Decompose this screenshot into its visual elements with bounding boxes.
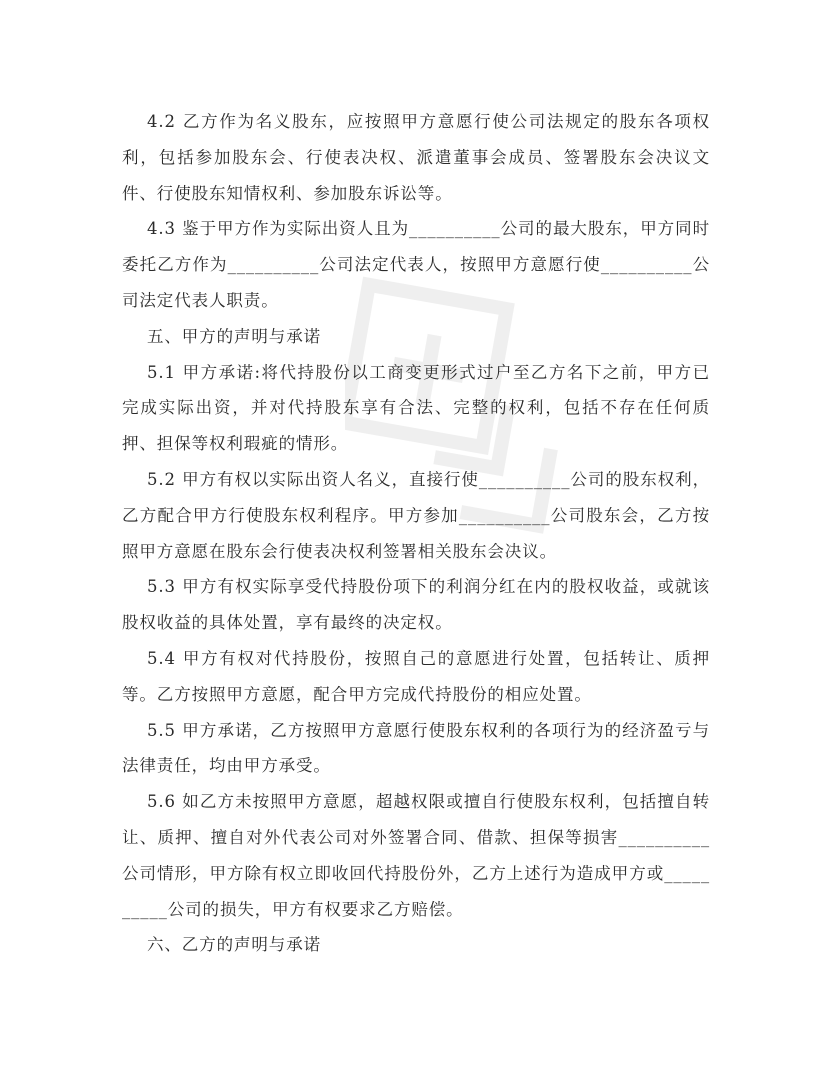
clause-4-2: 4.2 乙方作为名义股东，应按照甲方意愿行使公司法规定的股东各项权利，包括参加股东会、行使表决权、派遣董事会成员、签署股东会决议文件、行使股东知情权利、参加股东诉讼等。 [122,112,710,203]
clause-5-1: 5.1 甲方承诺:将代持股份以工商变更形式过户至乙方名下之前，甲方已完成实际出资，并对代持股东享有合法、完整的权利，包括不存在任何质押、担保等权利瑕疵的情形。 [122,362,710,454]
clause-5-2: 5.2 甲方有权以实际出资人名义，直接行使__________公司的股东权利，乙方配合甲方行使股东权利程序。甲方参加__________公司股东会，乙方按照甲方意愿在股东会行使表决权利签署相关股东会决议。 [122,469,710,561]
section-heading-6: 六、乙方的声明与承诺 [147,935,321,955]
clause-4-3: 4.3 鉴于甲方作为实际出资人且为__________公司的最大股东，甲方同时委托乙方作为__________公司法定代表人，按照甲方意愿行使__________公司法定代表人职责。 [122,219,710,310]
clause-5-5: 5.5 甲方承诺，乙方按照甲方意愿行使股东权利的各项行为的经济盈亏与法律责任，均由甲方承受。 [122,720,710,776]
clause-5-6: 5.6 如乙方未按照甲方意愿，超越权限或擅自行使股东权利，包括擅自转让、质押、擅自对外代表公司对外签署合同、借款、担保等损害__________公司情形，甲方除有权立即收回代持股份外，乙方上述行为造成甲方或__________公司的损失，甲方有权要求乙方赔偿。 [122,792,710,919]
section-heading-5: 五、甲方的声明与承诺 [147,326,321,346]
clause-5-4: 5.4 甲方有权对代持股份，按照自己的意愿进行处置，包括转让、质押等。乙方按照甲方意愿，配合甲方完成代持股份的相应处置。 [122,648,710,704]
clause-5-3: 5.3 甲方有权实际享受代持股份项下的利润分红在内的股权收益，或就该股权收益的具体处置，享有最终的决定权。 [122,577,710,633]
document-page [122,104,710,963]
